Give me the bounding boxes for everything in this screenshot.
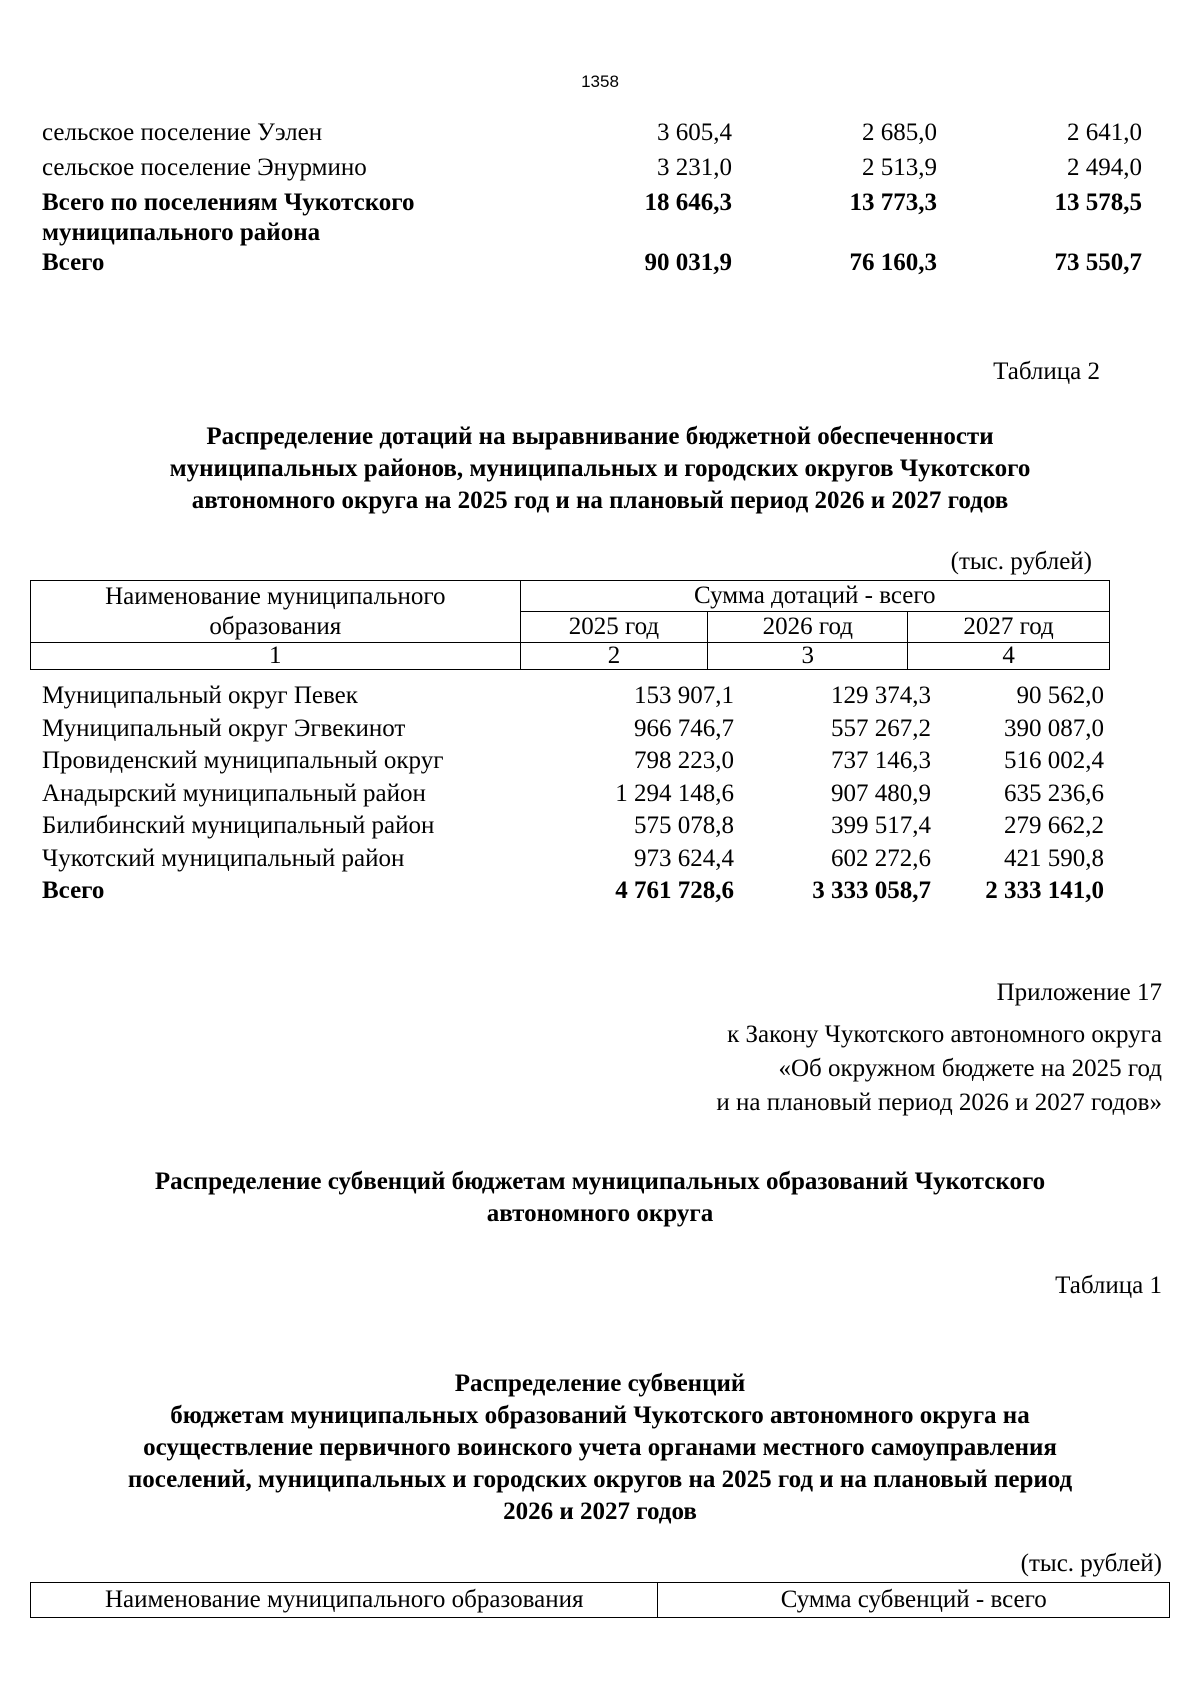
- value-2026: 129 374,3: [831, 682, 931, 709]
- header-line: Наименование муниципального: [105, 582, 446, 610]
- row-name: Провиденский муниципальный округ: [42, 747, 444, 774]
- value-2027: 2 494,0: [1067, 154, 1142, 181]
- row-name: Муниципальный округ Певек: [42, 682, 358, 709]
- value-2027: 390 087,0: [1004, 714, 1104, 742]
- table-row: [42, 117, 1142, 149]
- units-label: (тыс. рублей): [1020, 1550, 1162, 1577]
- value-2025: 3 231,0: [657, 154, 732, 181]
- value-2025: 1 294 148,6: [615, 779, 734, 807]
- subtotal-row: [42, 187, 1142, 251]
- value-2027: 2 641,0: [1067, 119, 1142, 146]
- row-name: Муниципальный округ Эгвекинот: [42, 714, 406, 742]
- row-name: Анадырский муниципальный район: [42, 779, 426, 807]
- value-2026: 557 267,2: [831, 714, 931, 742]
- value-2026: 3 333 058,7: [812, 877, 931, 904]
- value-2027: 73 550,7: [1054, 249, 1142, 276]
- value-2025: 966 746,7: [634, 714, 734, 742]
- value-2027: 516 002,4: [1004, 747, 1104, 774]
- column-header-group: Сумма дотаций - всего: [520, 581, 1109, 612]
- row-name: сельское поселение Уэлен: [42, 119, 323, 146]
- table-row: [42, 843, 1102, 876]
- table-row: [42, 778, 1102, 811]
- column-number: 4: [908, 643, 1110, 670]
- value-2026: 737 146,3: [831, 747, 931, 774]
- title-line: 2026 и 2027 годов: [503, 1498, 697, 1525]
- row-name-line1: Всего по поселениям Чукотского: [42, 189, 415, 216]
- header-line: образования: [209, 612, 342, 640]
- table-row: [42, 713, 1102, 746]
- title-line: автономного округа: [486, 1200, 714, 1227]
- value-2026: 2 685,0: [862, 119, 937, 146]
- column-number: 1: [31, 643, 521, 670]
- column-number: 2: [520, 643, 708, 670]
- table-row: [42, 152, 1142, 184]
- value-2025: 90 031,9: [644, 249, 732, 276]
- title-line: Распределение субвенций: [454, 1370, 746, 1397]
- appendix-line: к Закону Чукотского автономного округа: [727, 1021, 1162, 1048]
- title-line: Распределение дотаций на выравнивание бюджетной обеспеченности: [206, 423, 994, 450]
- column-header-year: 2027 год: [908, 612, 1110, 643]
- table-row: [42, 680, 1102, 713]
- value-2027: 2 333 141,0: [985, 877, 1104, 904]
- title-line: осуществление первичного воинского учета органами местного самоуправления: [143, 1434, 1057, 1461]
- value-2026: 13 773,3: [849, 189, 937, 216]
- row-name-line2: муниципального района: [42, 219, 321, 246]
- title-line: муниципальных районов, муниципальных и городских округов Чукотского: [169, 455, 1031, 482]
- value-2025: 3 605,4: [657, 119, 732, 146]
- value-2025: 153 907,1: [634, 682, 734, 709]
- row-name: Чукотский муниципальный район: [42, 844, 405, 872]
- column-number: 3: [708, 643, 908, 670]
- row-name: Билибинский муниципальный район: [42, 812, 435, 839]
- units-label: (тыс. рублей): [950, 548, 1092, 575]
- table2-body: [42, 680, 1102, 908]
- column-header-group: Сумма субвенций - всего: [658, 1583, 1170, 1618]
- value-2026: 76 160,3: [849, 249, 937, 276]
- value-2026: 2 513,9: [862, 154, 937, 181]
- title-line: Распределение субвенций бюджетам муниципальных образований Чукотского: [154, 1168, 1046, 1195]
- table-title: [40, 421, 1160, 517]
- table-row: [42, 745, 1102, 778]
- value-2025: 4 761 728,6: [615, 877, 734, 904]
- section-title: [40, 1166, 1160, 1230]
- table-row: [42, 810, 1102, 843]
- value-2027: 90 562,0: [1016, 682, 1104, 709]
- row-name: сельское поселение Энурмино: [42, 154, 367, 181]
- value-2027: 421 590,8: [1004, 844, 1104, 872]
- value-2027: 635 236,6: [1004, 779, 1104, 807]
- title-line: автономного округа на 2025 год и на плановый период 2026 и 2027 годов: [191, 487, 1009, 514]
- appendix-reference: [716, 1018, 1162, 1120]
- value-2026: 399 517,4: [831, 812, 931, 839]
- table-label: Таблица 1: [1055, 1272, 1162, 1299]
- value-2025: 973 624,4: [634, 844, 734, 872]
- value-2025: 575 078,8: [634, 812, 734, 839]
- column-header-year: 2026 год: [708, 612, 908, 643]
- value-2026: 907 480,9: [831, 779, 931, 807]
- appendix-label: Приложение 17: [996, 979, 1162, 1006]
- row-name: Всего: [42, 877, 105, 904]
- table-title: [40, 1368, 1160, 1528]
- page-number: 1358: [581, 72, 619, 91]
- value-2025: 798 223,0: [634, 747, 734, 774]
- column-header-name: Наименование муниципального образования: [31, 1583, 658, 1618]
- total-row: [42, 875, 1102, 908]
- value-2025: 18 646,3: [644, 189, 732, 216]
- title-line: бюджетам муниципальных образований Чукотского автономного округа на: [170, 1402, 1030, 1429]
- table1-header: [30, 1582, 1170, 1618]
- total-row: [42, 247, 1142, 279]
- row-name: Всего: [42, 249, 105, 276]
- column-header-name: [31, 581, 521, 643]
- value-2027: 279 662,2: [1004, 812, 1104, 839]
- table-label: Таблица 2: [993, 358, 1100, 385]
- column-header-year: 2025 год: [520, 612, 708, 643]
- title-line: поселений, муниципальных и городских округов на 2025 год и на плановый период: [127, 1466, 1073, 1493]
- value-2026: 602 272,6: [831, 844, 931, 872]
- appendix-line: и на плановый период 2026 и 2027 годов»: [716, 1089, 1162, 1116]
- table2-header: [30, 580, 1110, 670]
- value-2027: 13 578,5: [1054, 189, 1142, 216]
- appendix-line: «Об окружном бюджете на 2025 год: [778, 1055, 1162, 1082]
